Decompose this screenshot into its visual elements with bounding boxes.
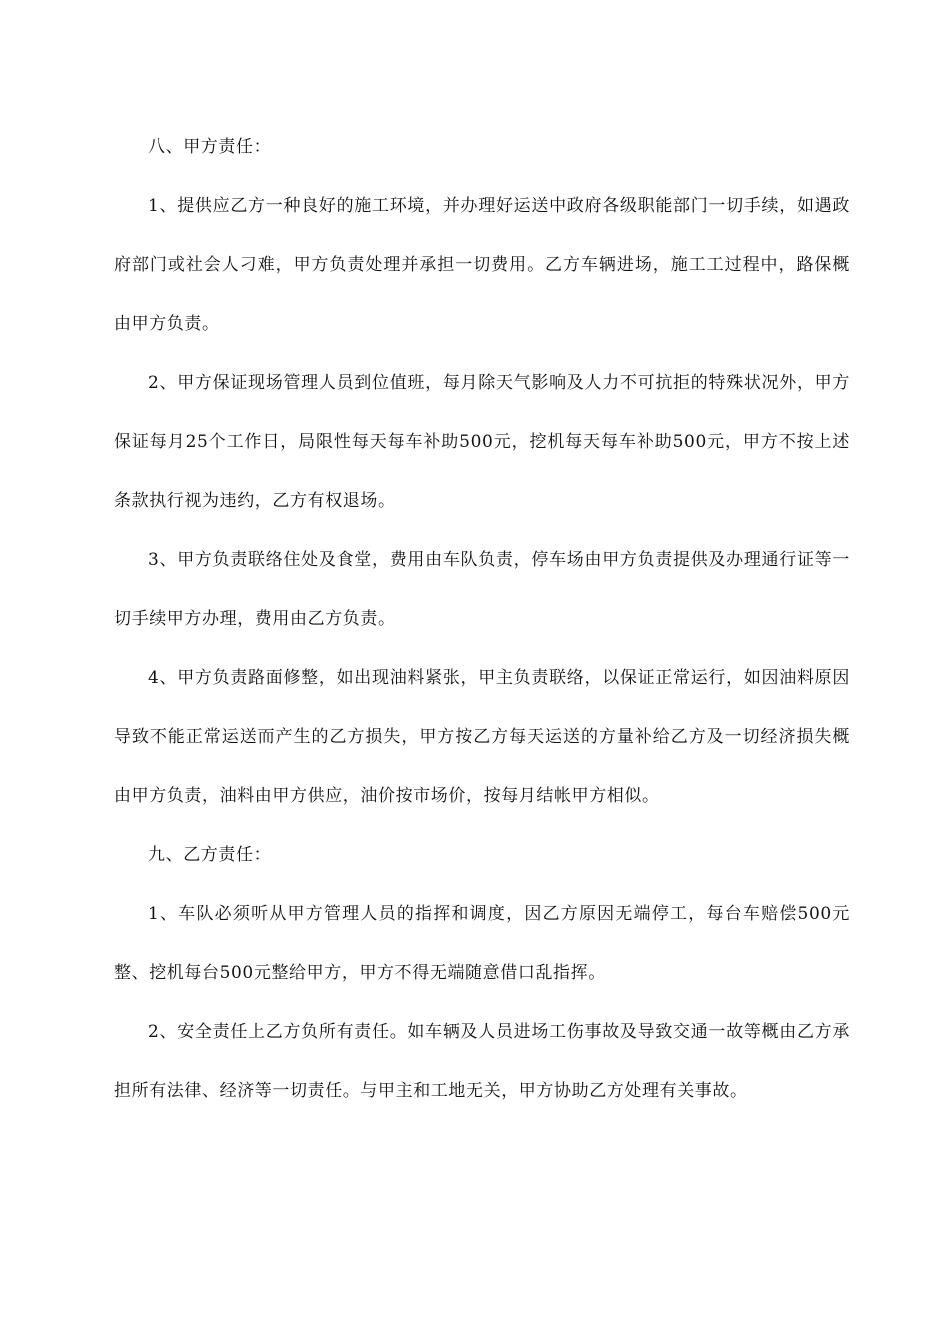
party-a-clause-3: 3、甲方负责联络住处及食堂，费用由车队负责，停车场由甲方负责提供及办理通行证等一切手续甲方办理，费用由乙方负责。 bbox=[114, 550, 850, 629]
party-a-clause-1: 1、提供应乙方一种良好的施工环境，并办理好运送中政府各级职能部门一切手续，如遇政府部门或社会人刁难，甲方负责处理并承担一切费用。乙方车辆进场，施工工过程中，路保概由甲方负责。 bbox=[114, 196, 850, 334]
section-heading-party-a: 八、甲方责任： bbox=[148, 137, 272, 157]
party-b-clause-2: 2、安全责任上乙方负所有责任。如车辆及人员进场工伤事故及导致交通一故等概由乙方承担所有法律、经济等一切责任。与甲主和工地无关，甲方协助乙方处理有关事故。 bbox=[114, 1022, 850, 1101]
party-b-clause-1: 1、车队必须听从甲方管理人员的指挥和调度，因乙方原因无端停工，每台车赔偿500元整、挖机每台500元整给甲方，甲方不得无端随意借口乱指挥。 bbox=[114, 904, 850, 983]
document-body bbox=[114, 118, 850, 1121]
section-heading-party-b: 九、乙方责任： bbox=[148, 845, 272, 865]
party-a-clause-2: 2、甲方保证现场管理人员到位值班，每月除天气影响及人力不可抗拒的特殊状况外，甲方保证每月25个工作日，局限性每天每车补助500元，挖机每天每车补助500元，甲方不按上述条款执行视为违约，乙方有权退场。 bbox=[114, 373, 850, 511]
party-a-clause-4: 4、甲方负责路面修整，如出现油料紧张，甲主负责联络，以保证正常运行，如因油料原因导致不能正常运送而产生的乙方损失，甲方按乙方每天运送的方量补给乙方及一切经济损失概由甲方负责，油料由甲方供应，油价按市场价，按每月结帐甲方相似。 bbox=[114, 668, 850, 806]
